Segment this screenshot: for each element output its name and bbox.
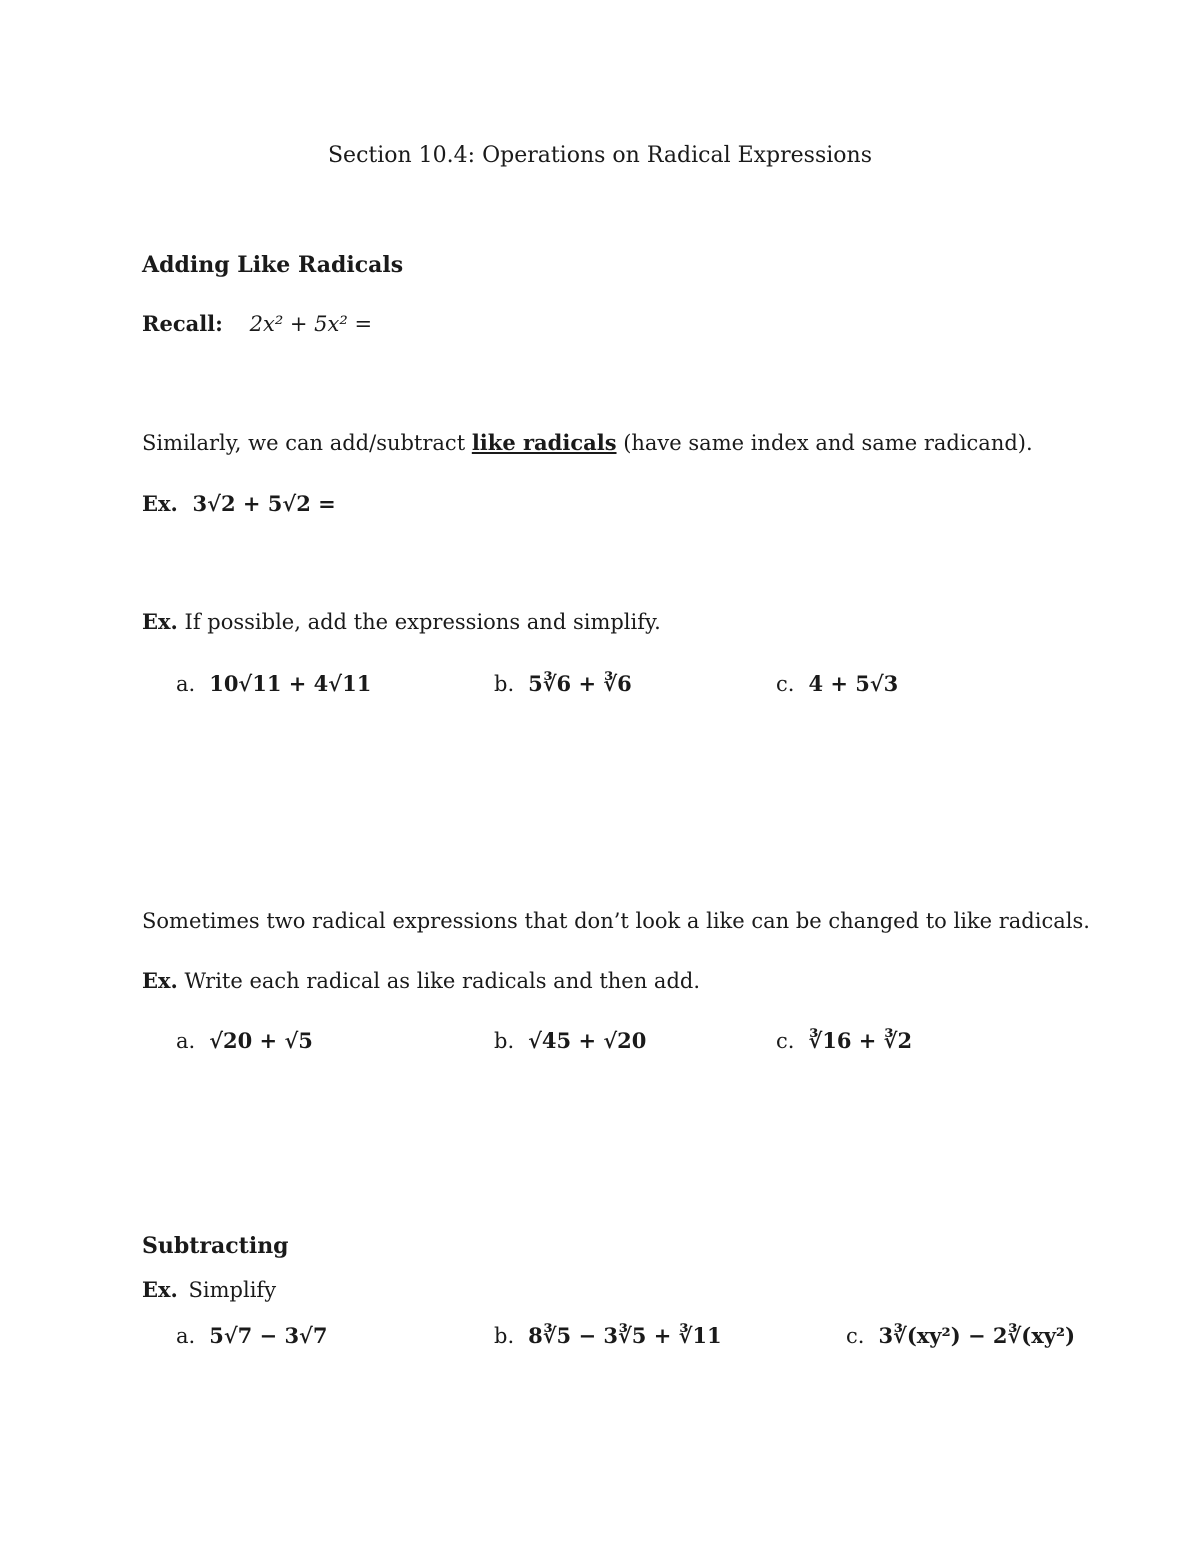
example-3-label: Ex. [142,968,178,993]
example-1-expression: 3√2 + 5√2 = [192,491,336,516]
example-2-item-c [776,671,898,696]
example-2 [142,609,661,634]
item-label: a. [176,672,196,696]
example-3-item-b [494,1028,646,1053]
example-3-instructions: Write each radical as like radicals and then add. [184,969,701,993]
item-expression: √20 + √5 [209,1028,313,1053]
item-expression: 5√7 − 3√7 [209,1323,328,1348]
example-4-label: Ex. [142,1277,178,1302]
item-expression: 10√11 + 4√11 [209,671,372,696]
similarly-text-post: (have same index and same radicand). [616,431,1033,455]
heading-adding-like-radicals: Adding Like Radicals [142,252,404,278]
item-label: b. [494,1029,515,1053]
similarly-sentence [142,430,1033,455]
example-4-item-c [846,1323,1075,1348]
recall-line [142,311,372,336]
item-expression: 4 + 5√3 [808,671,899,696]
item-label: a. [176,1029,196,1053]
page-title: Section 10.4: Operations on Radical Expressions [327,143,873,168]
recall-label: Recall: [142,311,223,336]
item-expression: 3∛(xy²) − 2∛(xy²) [878,1323,1076,1348]
example-4 [142,1277,276,1302]
item-label: c. [776,672,795,696]
item-expression: 8∛5 − 3∛5 + ∛11 [528,1323,722,1348]
item-label: c. [776,1029,795,1053]
like-radicals-term: like radicals [471,430,617,455]
example-1 [142,491,336,516]
like-radicals-intro: Sometimes two radical expressions that don’t look a like can be changed to like radicals. [142,909,1090,933]
example-3-item-c [776,1028,912,1053]
example-2-item-b [494,671,632,696]
example-4-item-b [494,1323,722,1348]
example-1-label: Ex. [142,491,178,516]
example-2-instructions: If possible, add the expressions and simplify. [184,610,661,634]
example-3 [142,968,700,993]
item-label: b. [494,672,515,696]
example-2-item-a [176,671,371,696]
item-label: a. [176,1324,196,1348]
recall-expression: 2x² + 5x² = [249,312,373,336]
item-expression: 5∛6 + ∛6 [528,671,632,696]
item-label: b. [494,1324,515,1348]
item-label: c. [846,1324,865,1348]
example-4-item-a [176,1323,327,1348]
heading-subtracting: Subtracting [142,1233,289,1259]
example-4-instructions: Simplify [188,1278,277,1302]
item-expression: ∛16 + ∛2 [808,1028,913,1053]
example-2-label: Ex. [142,609,178,634]
similarly-text-pre: Similarly, we can add/subtract [142,431,472,455]
example-3-item-a [176,1028,313,1053]
item-expression: √45 + √20 [528,1028,647,1053]
